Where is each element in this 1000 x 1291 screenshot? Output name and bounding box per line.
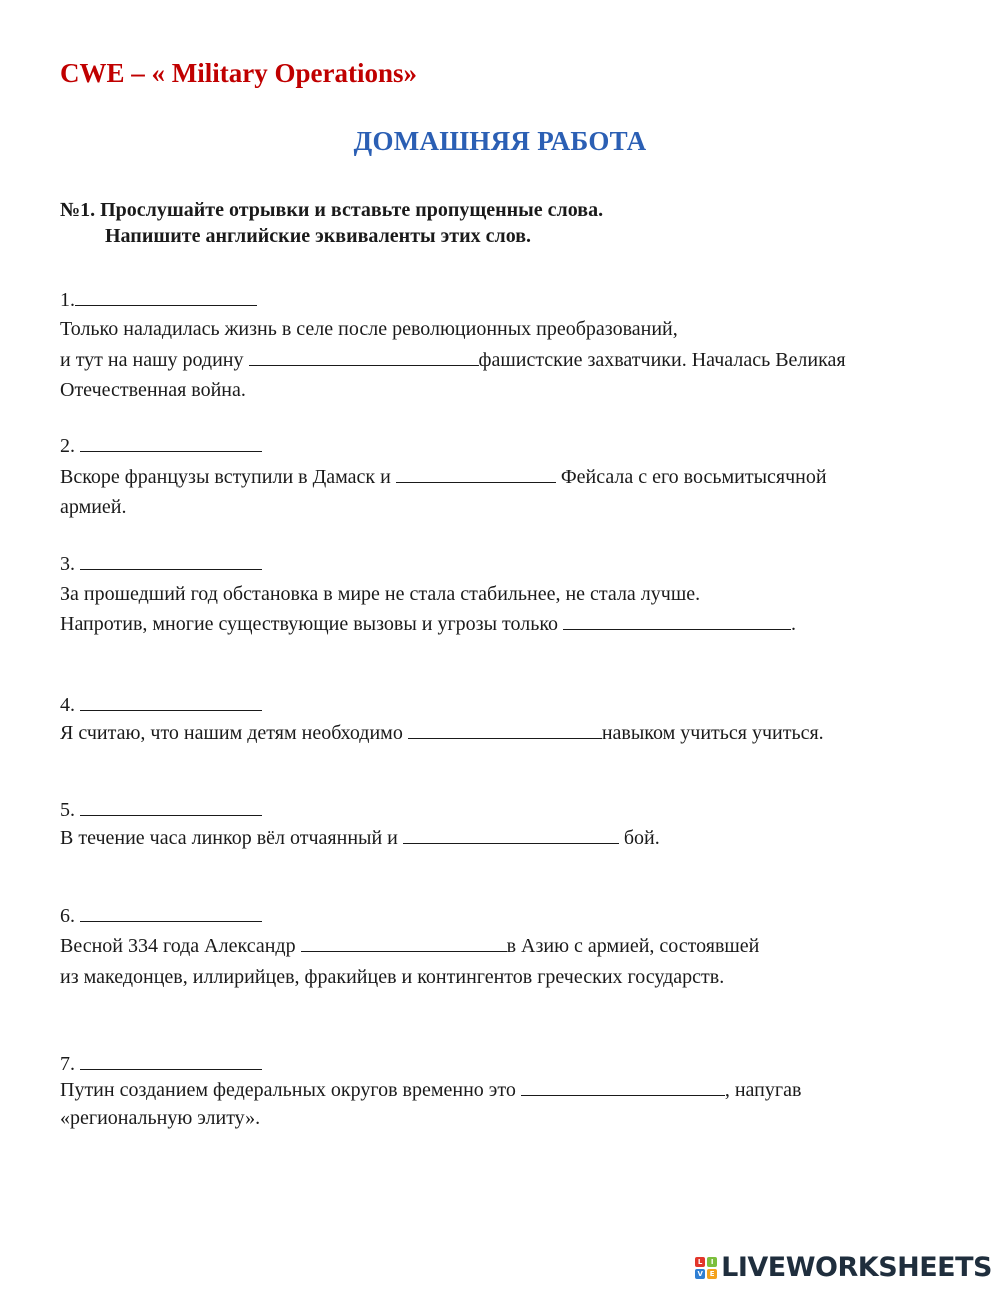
- item-2-text-line-1: [60, 462, 827, 492]
- logo-block-i: I: [707, 1257, 717, 1267]
- liveworksheets-logo: [695, 1252, 992, 1283]
- item-4-text-line-1: [60, 718, 824, 748]
- logo-block-l: L: [695, 1257, 705, 1267]
- item-5-number-row: [60, 795, 262, 825]
- gap-field[interactable]: [403, 825, 619, 844]
- course-title: CWE – « Military Operations»: [60, 58, 417, 88]
- item-7-text-line-1: [60, 1075, 801, 1105]
- item-number: 2.: [60, 435, 80, 457]
- text-segment: навыком учиться учиться.: [601, 722, 824, 744]
- item-number: 7.: [60, 1053, 80, 1075]
- answer-field[interactable]: [80, 690, 262, 711]
- task-instruction-line-2: Напишите английские эквиваленты этих слов.: [105, 225, 532, 247]
- text-segment: в Азию с армией, состоявшей: [506, 935, 760, 957]
- item-5-text-line-1: [60, 823, 660, 853]
- task-instruction-line-1: №1. Прослушайте отрывки и вставьте пропущенные слова.: [60, 199, 604, 221]
- answer-field[interactable]: [80, 1049, 262, 1070]
- item-number: 5.: [60, 799, 80, 821]
- text-segment: фашистские захватчики. Началась Великая: [478, 349, 846, 371]
- item-number: 3.: [60, 553, 80, 575]
- text-segment: Весной 334 года Александр: [60, 935, 301, 957]
- answer-field[interactable]: [80, 431, 262, 452]
- item-3-text-line-2: [60, 609, 796, 639]
- gap-field[interactable]: [521, 1077, 725, 1096]
- text-segment: Я считаю, что нашим детям необходимо: [60, 722, 408, 744]
- gap-field[interactable]: [249, 347, 479, 366]
- text-segment: , напугав: [724, 1079, 802, 1101]
- brand-name: LIVEWORKSHEETS: [721, 1252, 992, 1283]
- item-2-text-line-2: армией.: [60, 496, 127, 518]
- item-4-number-row: [60, 690, 262, 720]
- text-segment: .: [791, 613, 797, 635]
- text-segment: и тут на нашу родину: [60, 349, 249, 371]
- logo-block-v: V: [695, 1269, 705, 1279]
- text-segment: Напротив, многие существующие вызовы и угрозы только: [60, 613, 564, 635]
- text-segment: бой.: [618, 827, 660, 849]
- homework-title: ДОМАШНЯЯ РАБОТА: [353, 126, 647, 156]
- answer-field[interactable]: [75, 285, 257, 306]
- logo-blocks-icon: [695, 1257, 717, 1279]
- gap-field[interactable]: [301, 933, 507, 952]
- item-1-number-row: [60, 285, 257, 315]
- item-3-text-line-1: За прошедший год обстановка в мире не стала стабильнее, не стала лучше.: [60, 583, 701, 605]
- logo-block-e: E: [707, 1269, 717, 1279]
- item-1-text-line-2: [60, 345, 846, 375]
- answer-field[interactable]: [80, 549, 262, 570]
- item-6-text-line-2: из македонцев, иллирийцев, фракийцев и контингентов греческих государств.: [60, 966, 725, 988]
- item-6-number-row: [60, 901, 262, 931]
- item-6-text-line-1: [60, 931, 759, 961]
- answer-field[interactable]: [80, 795, 262, 816]
- item-number: 6.: [60, 905, 80, 927]
- text-segment: В течение часа линкор вёл отчаянный и: [60, 827, 403, 849]
- item-7-text-line-2: «региональную элиту».: [60, 1107, 261, 1129]
- answer-field[interactable]: [80, 901, 262, 922]
- text-segment: Вскоре французы вступили в Дамаск и: [60, 466, 396, 488]
- item-1-text-line-1: Только наладилась жизнь в селе после революционных преобразований,: [60, 318, 678, 340]
- gap-field[interactable]: [563, 611, 791, 630]
- gap-field[interactable]: [408, 720, 602, 739]
- item-2-number-row: [60, 431, 262, 461]
- item-3-number-row: [60, 549, 262, 579]
- text-segment: Путин созданием федеральных округов временно это: [60, 1079, 521, 1101]
- text-segment: Фейсала с его восьмитысячной: [555, 466, 827, 488]
- gap-field[interactable]: [396, 464, 556, 483]
- item-number: 4.: [60, 694, 80, 716]
- item-number: 1.: [60, 289, 75, 311]
- item-1-text-line-3: Отечественная война.: [60, 379, 246, 401]
